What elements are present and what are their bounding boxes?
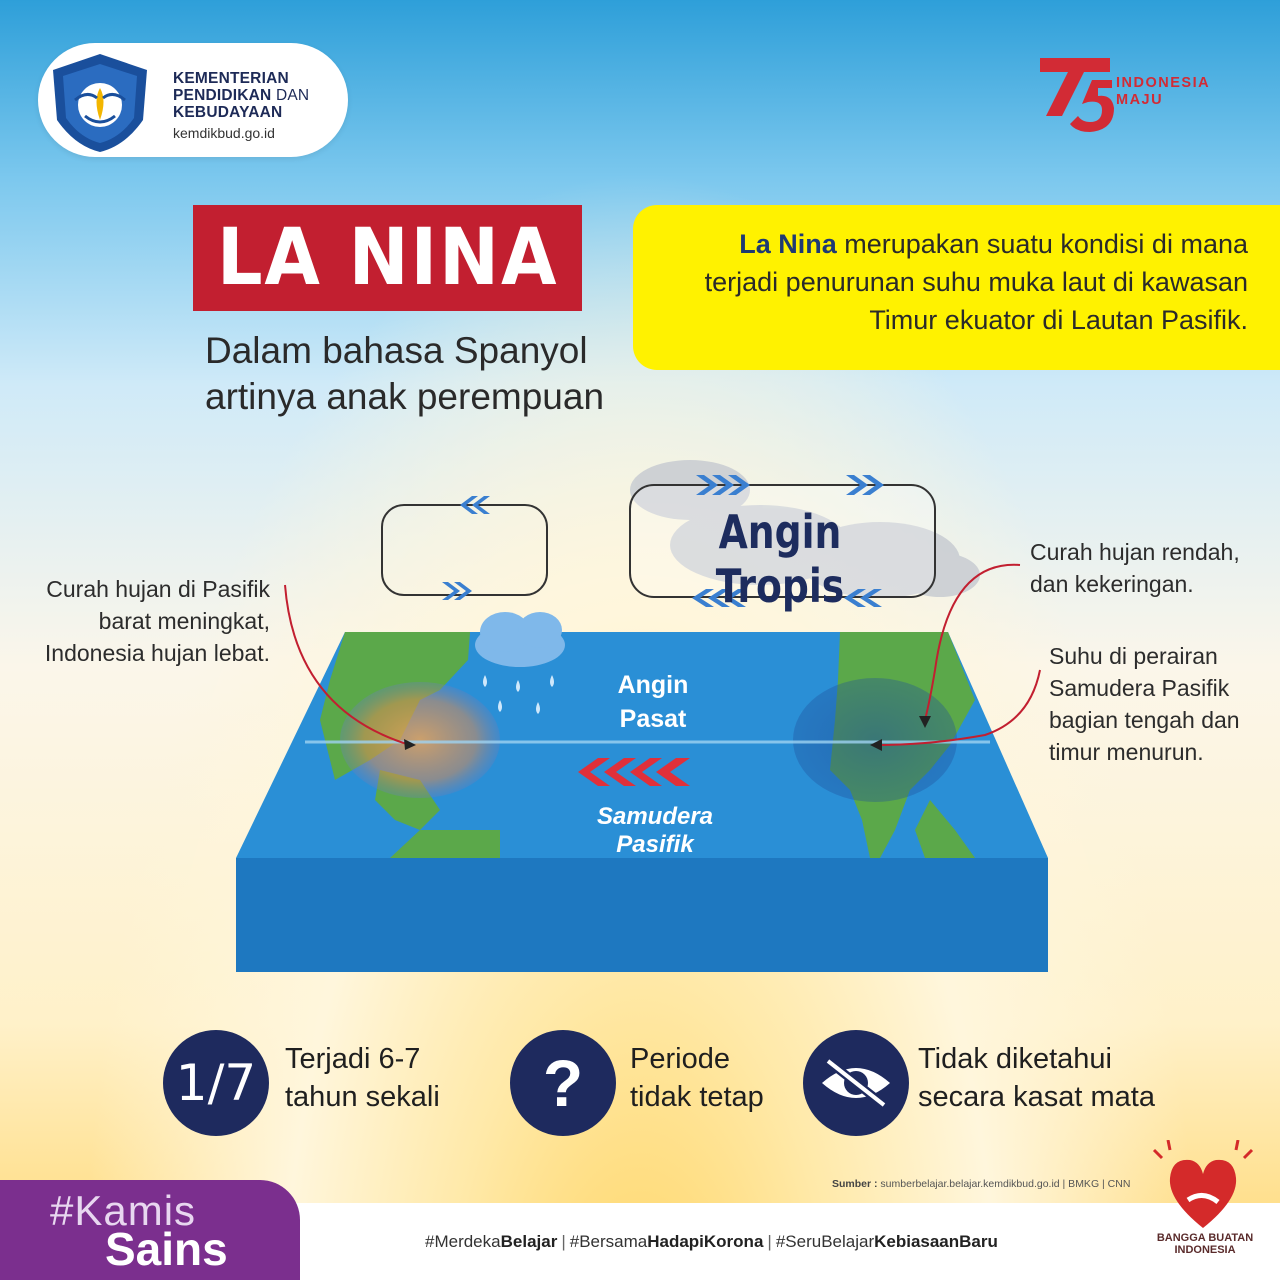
subtitle: Dalam bahasa Spanyol artinya anak perempuan bbox=[205, 330, 605, 417]
angin-pasat-label: Angin Pasat bbox=[617, 671, 689, 733]
fact-period: Periode tidak tetap bbox=[630, 1043, 764, 1113]
samudera-pasifik-label: Samudera Pasifik bbox=[596, 803, 714, 858]
sains-label: Sains bbox=[105, 1223, 228, 1275]
ministry-name: KEMENTERIAN PENDIDIKAN DAN KEBUDAYAAN bbox=[173, 70, 310, 121]
question-icon: ? bbox=[510, 1030, 616, 1136]
note-west-pacific: Curah hujan di Pasifik barat meningkat, Indonesia hujan lebat. bbox=[44, 576, 270, 666]
angin-tropis-label: Angin Tropis bbox=[715, 505, 845, 613]
note-low-rainfall: Curah hujan rendah, dan kekeringan. bbox=[1030, 539, 1240, 597]
bbi-text: BANGGA BUATAN INDONESIA bbox=[1156, 1232, 1254, 1256]
kamis-hashtag: #Kamis bbox=[50, 1187, 197, 1234]
bangga-buatan-indonesia-logo bbox=[1148, 1140, 1258, 1240]
fact-frequency: Terjadi 6-7 tahun sekali bbox=[285, 1043, 440, 1113]
wind-cell-box bbox=[382, 505, 547, 595]
indonesia-maju-text: INDONESIA MAJU bbox=[1116, 75, 1211, 108]
cool-pool bbox=[793, 678, 957, 802]
page-title: LA NINA bbox=[216, 213, 559, 303]
warm-pool bbox=[340, 682, 500, 798]
campaign-hashtags: #MerdekaBelajar | #BersamaHadapiKorona | #SeruBelajarKebiasaanBaru bbox=[425, 1232, 998, 1251]
tut-wuri-handayani-logo bbox=[45, 50, 155, 154]
ocean-side bbox=[236, 858, 1048, 972]
fact-invisible: Tidak diketahui secara kasat mata bbox=[918, 1043, 1155, 1113]
source-credit: Sumber : sumberbelajar.belajar.kemdikbud.go.id | BMKG | CNN bbox=[832, 1178, 1131, 1190]
definition-text: La Nina merupakan suatu kondisi di mana terjadi penurunan suhu muka laut di kawasan Timur ekuator di Lautan Pasifik. bbox=[704, 229, 1248, 335]
eye-slash-icon bbox=[803, 1030, 909, 1136]
title-banner bbox=[193, 205, 582, 311]
frequency-icon: 1/7 bbox=[163, 1030, 269, 1136]
note-temperature: Suhu di perairan Samudera Pasifik bagian tengah dan timur menurun. bbox=[1049, 643, 1240, 765]
ministry-url: kemdikbud.go.id bbox=[173, 125, 275, 141]
